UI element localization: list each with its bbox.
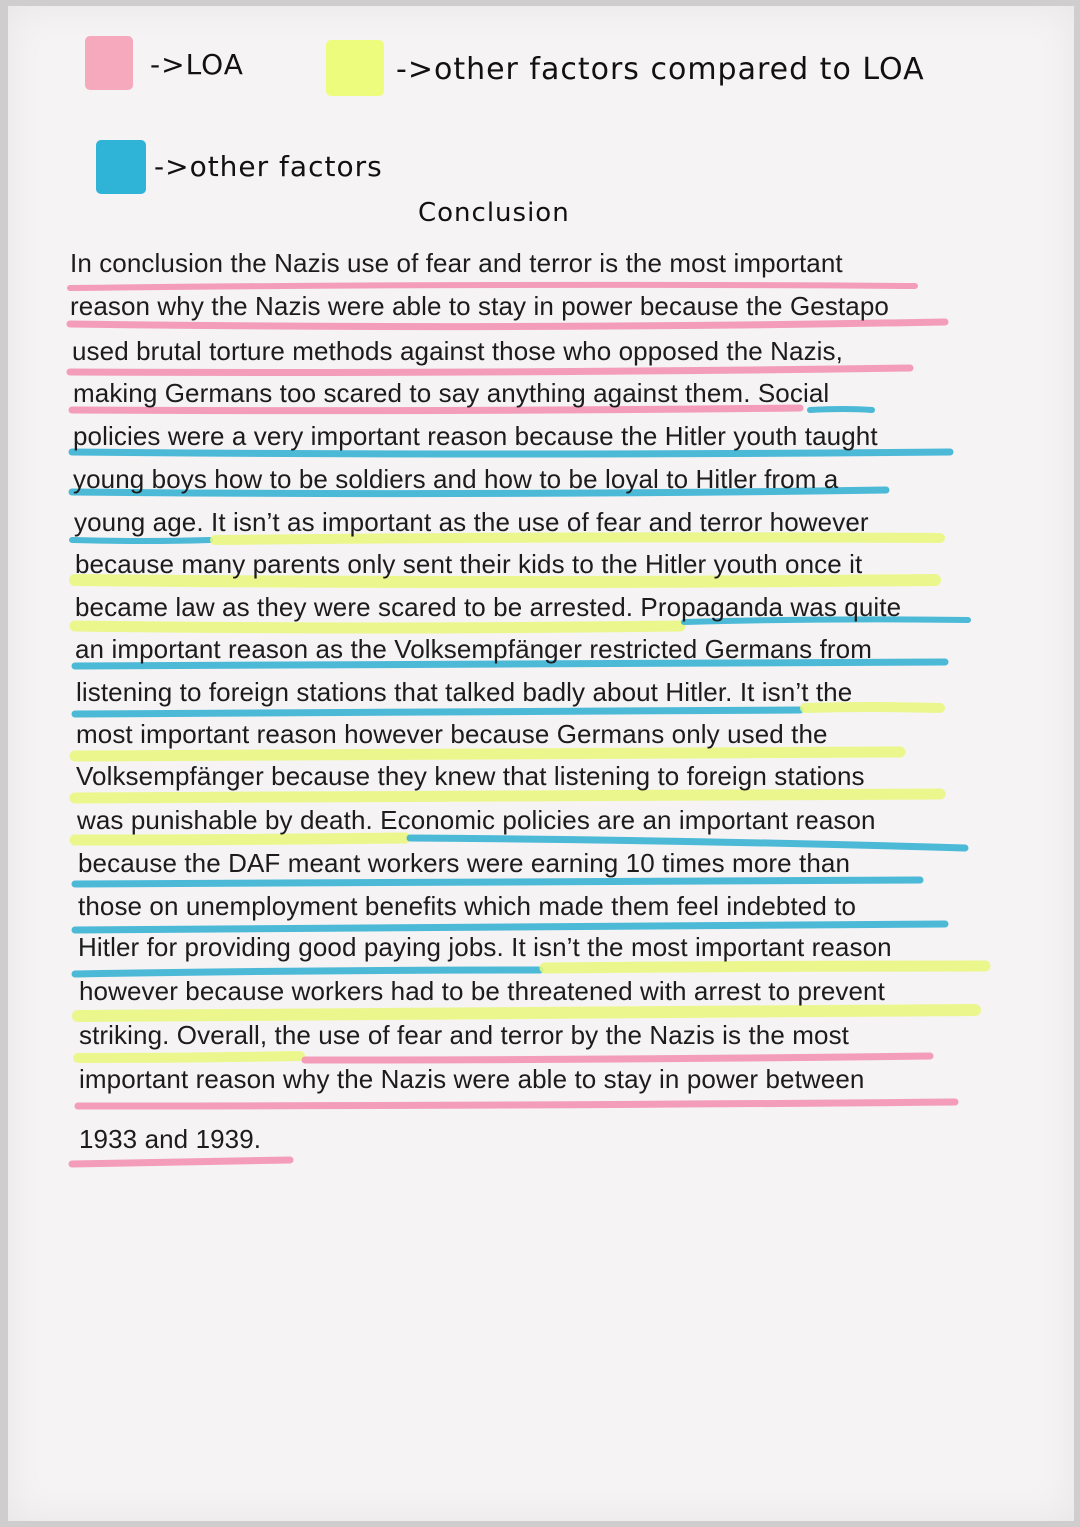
highlight-blue: [410, 838, 965, 848]
conclusion-line: reason why the Nazis were able to stay in power because the Gestapo: [70, 291, 889, 321]
highlight-yellow: [75, 752, 900, 756]
highlight-yellow: [75, 626, 680, 628]
conclusion-line: listening to foreign stations that talked badly about Hitler. It isn’t the: [76, 677, 853, 707]
conclusion-line: In conclusion the Nazis use of fear and terror is the most important: [70, 248, 843, 278]
highlight-yellow: [545, 966, 985, 968]
highlight-pink: [72, 1160, 290, 1164]
conclusion-line: striking. Overall, the use of fear and terror by the Nazis is the most: [79, 1020, 849, 1050]
conclusion-line: used brutal torture methods against those who opposed the Nazis,: [72, 336, 843, 366]
legend-label-loa: ->LOA: [150, 48, 244, 81]
highlight-pink: [70, 322, 945, 327]
highlight-blue: [72, 540, 210, 541]
conclusion-line: because many parents only sent their kids to the Hitler youth once it: [75, 549, 863, 579]
legend-label-other-factors-compared: ->other factors compared to LOA: [396, 52, 925, 87]
highlight-yellow: [78, 1056, 300, 1058]
conclusion-line: Volksempfänger because they knew that listening to foreign stations: [76, 761, 865, 791]
highlight-pink: [78, 1102, 955, 1106]
conclusion-line: because the DAF meant workers were earning 10 times more than: [78, 848, 851, 878]
legend-label-other-factors: ->other factors: [154, 150, 383, 183]
highlight-yellow: [75, 838, 405, 840]
highlight-blue: [75, 710, 800, 714]
highlight-yellow: [78, 1010, 975, 1016]
highlight-yellow: [75, 794, 940, 798]
highlight-blue: [72, 452, 950, 454]
highlight-pink: [70, 285, 915, 288]
highlight-blue: [810, 409, 872, 410]
conclusion-line: however because workers had to be threatened with arrest to prevent: [79, 976, 885, 1006]
page-title: Conclusion: [418, 198, 570, 228]
conclusion-line: became law as they were scared to be arrested. Propaganda was quite: [75, 592, 902, 622]
highlight-blue: [75, 924, 945, 930]
conclusion-line: 1933 and 1939.: [79, 1124, 262, 1154]
highlight-blue: [75, 880, 920, 884]
highlight-blue: [75, 970, 540, 974]
conclusion-line: young age. It isn’t as important as the use of fear and terror however: [74, 507, 869, 537]
highlight-pink: [305, 1056, 930, 1060]
conclusion-line: young boys how to be soldiers and how to be loyal to Hitler from a: [73, 464, 839, 494]
conclusion-line: important reason why the Nazis were able to stay in power between: [79, 1064, 865, 1094]
conclusion-line: Hitler for providing good paying jobs. It isn’t the most important reason: [78, 932, 892, 962]
conclusion-line: most important reason however because Germans only used the: [76, 719, 828, 749]
conclusion-line: making Germans too scared to say anything against them. Social: [73, 378, 830, 408]
conclusion-line: an important reason as the Volksempfänger restricted Germans from: [75, 634, 872, 664]
conclusion-line: was punishable by death. Economic policies are an important reason: [77, 805, 876, 835]
conclusion-line: policies were a very important reason because the Hitler youth taught: [73, 421, 878, 451]
highlight-yellow: [75, 580, 935, 582]
conclusion-line: those on unemployment benefits which made them feel indebted to: [78, 891, 857, 921]
highlight-pink: [70, 368, 910, 373]
